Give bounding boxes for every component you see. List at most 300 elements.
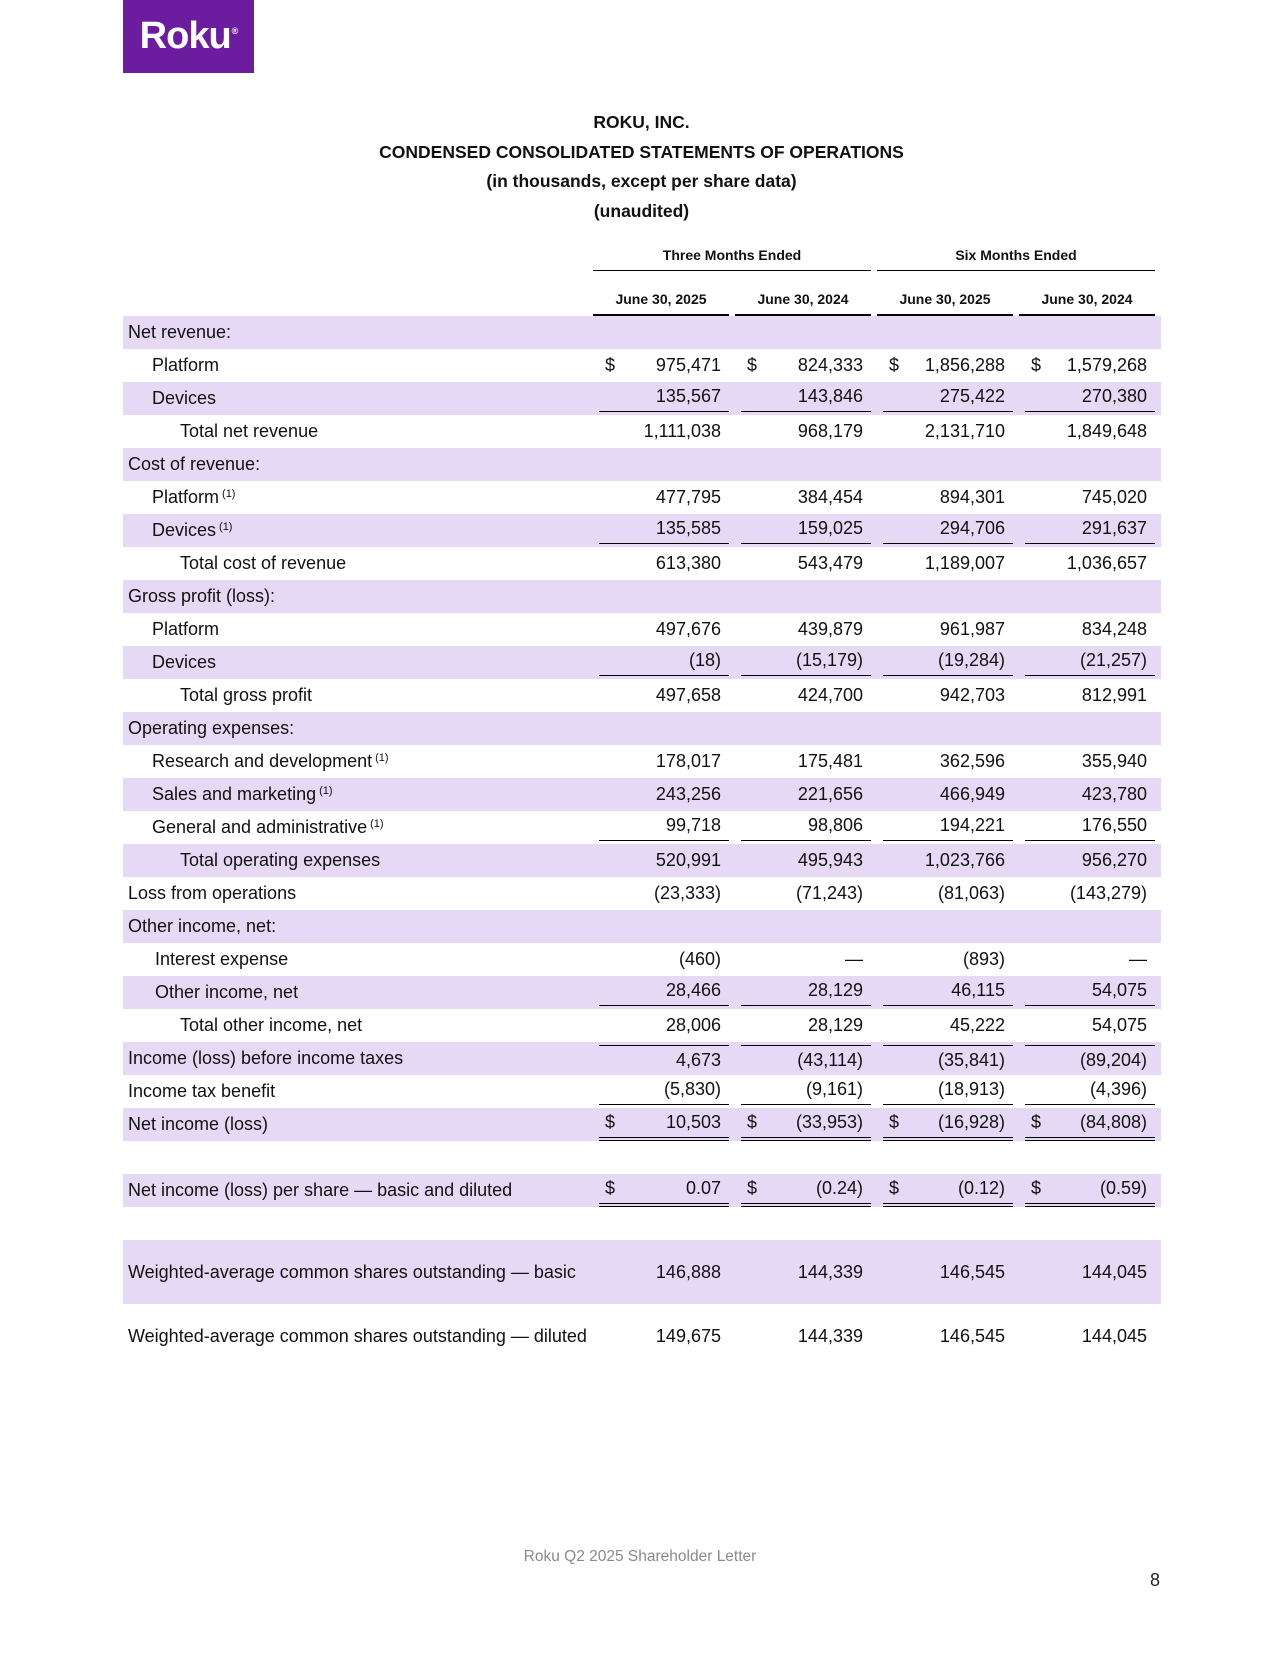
footnote-marker: (1) xyxy=(219,521,233,533)
cell-value: 495,943 xyxy=(797,850,863,870)
value-cell xyxy=(1019,514,1161,547)
cell-value: 1,036,657 xyxy=(1066,553,1147,573)
value-cell xyxy=(735,778,877,811)
cell-value: (0.12) xyxy=(957,1178,1005,1198)
row-label-cell xyxy=(123,679,593,712)
cell-value: (5,830) xyxy=(663,1079,721,1099)
value-cell xyxy=(593,448,735,481)
value-cell xyxy=(735,1174,877,1207)
value-cell xyxy=(1019,976,1161,1009)
cell-value: 834,248 xyxy=(1081,619,1147,639)
value-cell xyxy=(593,745,735,778)
cell-value: (15,179) xyxy=(795,650,863,670)
row-label-cell xyxy=(123,382,593,415)
value-cell xyxy=(877,1075,1019,1108)
cell-value: (143,279) xyxy=(1069,883,1147,903)
value-cell xyxy=(877,910,1019,943)
value-cell xyxy=(735,514,877,547)
statement-title: CONDENSED CONSOLIDATED STATEMENTS OF OPERATIONS xyxy=(379,141,904,162)
value-cell xyxy=(593,514,735,547)
statement-table xyxy=(123,316,1161,1368)
cell-value: 424,700 xyxy=(797,685,863,705)
cell-value: (23,333) xyxy=(653,883,721,903)
value-cell xyxy=(1019,547,1161,580)
row-label: Platform xyxy=(152,487,220,507)
value-cell xyxy=(593,415,735,448)
statement-audit-note: (unaudited) xyxy=(593,200,690,221)
table-row xyxy=(123,943,1161,976)
value-cell xyxy=(593,316,735,349)
value-cell xyxy=(735,448,877,481)
value-cell xyxy=(1019,316,1161,349)
value-cell xyxy=(877,514,1019,547)
value-cell xyxy=(877,1009,1019,1042)
value-cell xyxy=(877,1042,1019,1075)
value-cell xyxy=(1019,910,1161,943)
row-label: Weighted-average common shares outstanding — basic xyxy=(128,1261,576,1282)
cell-value: 28,129 xyxy=(807,1015,863,1035)
value-cell xyxy=(593,613,735,646)
cell-value: 613,380 xyxy=(655,553,721,573)
spacer-row xyxy=(123,1141,1161,1174)
table-row xyxy=(123,646,1161,679)
table-row xyxy=(123,910,1161,943)
statement-units: (in thousands, except per share data) xyxy=(486,171,797,191)
cell-value: (4,396) xyxy=(1089,1079,1147,1099)
cell-value: 28,129 xyxy=(807,980,863,1000)
value-cell xyxy=(735,1075,877,1108)
row-label-cell xyxy=(123,415,593,448)
row-label: Weighted-average common shares outstanding — diluted xyxy=(128,1325,587,1346)
value-cell xyxy=(877,580,1019,613)
table-row xyxy=(123,580,1161,613)
table-row xyxy=(123,1009,1161,1042)
value-cell xyxy=(593,844,735,877)
value-cell xyxy=(593,1174,735,1207)
cell-value: 894,301 xyxy=(939,487,1005,507)
currency-symbol: $ xyxy=(747,355,758,375)
value-cell xyxy=(1019,1042,1161,1075)
footer-text: Roku Q2 2025 Shareholder Letter xyxy=(523,1548,757,1565)
table-row xyxy=(123,382,1161,415)
row-label: Gross profit (loss): xyxy=(128,586,276,606)
value-cell xyxy=(877,448,1019,481)
cell-value: 520,991 xyxy=(655,850,721,870)
row-label-cell xyxy=(123,1075,593,1108)
table-row xyxy=(123,679,1161,712)
cell-value: 178,017 xyxy=(655,751,721,771)
value-cell xyxy=(735,481,877,514)
cell-value: 745,020 xyxy=(1081,487,1147,507)
value-cell xyxy=(593,778,735,811)
cell-value: (9,161) xyxy=(805,1079,863,1099)
table-row xyxy=(123,481,1161,514)
value-cell xyxy=(735,811,877,844)
value-cell xyxy=(735,316,877,349)
value-cell xyxy=(877,1304,1019,1368)
cell-value: 942,703 xyxy=(939,685,1005,705)
value-cell xyxy=(593,481,735,514)
value-cell xyxy=(735,613,877,646)
column-header: June 30, 2025 xyxy=(593,291,729,316)
value-cell xyxy=(593,1042,735,1075)
value-cell xyxy=(877,844,1019,877)
row-label: Operating expenses: xyxy=(128,718,295,738)
cell-value: 4,673 xyxy=(675,1050,721,1070)
cell-value: 175,481 xyxy=(797,751,863,771)
value-cell xyxy=(1019,382,1161,415)
cell-value: 143,846 xyxy=(797,386,863,406)
table-row xyxy=(123,415,1161,448)
value-cell xyxy=(593,976,735,1009)
value-cell xyxy=(593,1075,735,1108)
cell-value: 146,888 xyxy=(655,1261,721,1282)
currency-symbol: $ xyxy=(889,1112,900,1132)
value-cell xyxy=(877,679,1019,712)
cell-value: 294,706 xyxy=(939,518,1005,538)
cell-value: 243,256 xyxy=(655,784,721,804)
row-label: Devices xyxy=(152,388,217,408)
period-header-six-months: Six Months Ended xyxy=(877,247,1155,271)
value-cell xyxy=(593,1240,735,1304)
cell-value: 466,949 xyxy=(939,784,1005,804)
cell-value: (893) xyxy=(962,949,1005,969)
value-cell xyxy=(877,976,1019,1009)
cell-value: 1,856,288 xyxy=(924,355,1005,375)
cell-value: 1,579,268 xyxy=(1066,355,1147,375)
column-header: June 30, 2025 xyxy=(877,291,1013,316)
cell-value: 149,675 xyxy=(655,1325,721,1346)
row-label: General and administrative xyxy=(152,817,368,837)
value-cell xyxy=(593,547,735,580)
value-cell xyxy=(735,910,877,943)
row-label-cell xyxy=(123,448,593,481)
row-label: Loss from operations xyxy=(128,883,297,903)
currency-symbol: $ xyxy=(1031,1112,1042,1132)
value-cell xyxy=(1019,943,1161,976)
cell-value: (21,257) xyxy=(1079,650,1147,670)
row-label: Total gross profit xyxy=(180,685,313,705)
cell-value: 824,333 xyxy=(797,355,863,375)
value-cell xyxy=(1019,448,1161,481)
cell-value: — xyxy=(845,949,863,969)
value-cell xyxy=(1019,613,1161,646)
value-cell xyxy=(735,1240,877,1304)
cell-value: 270,380 xyxy=(1081,386,1147,406)
value-cell xyxy=(735,547,877,580)
cell-value: 355,940 xyxy=(1081,751,1147,771)
cell-value: 146,545 xyxy=(939,1261,1005,1282)
cell-value: 176,550 xyxy=(1081,815,1147,835)
row-label-cell xyxy=(123,712,593,745)
value-cell xyxy=(1019,679,1161,712)
value-cell xyxy=(1019,1075,1161,1108)
value-cell xyxy=(1019,1108,1161,1141)
cell-value: 961,987 xyxy=(939,619,1005,639)
cell-value: (35,841) xyxy=(937,1050,1005,1070)
value-cell xyxy=(735,877,877,910)
value-cell xyxy=(735,1108,877,1141)
value-cell xyxy=(593,1009,735,1042)
cell-value: 1,111,038 xyxy=(643,421,721,441)
table-row xyxy=(123,1042,1161,1075)
value-cell xyxy=(877,1174,1019,1207)
value-cell xyxy=(593,712,735,745)
value-cell xyxy=(1019,1304,1161,1368)
value-cell xyxy=(1019,1009,1161,1042)
value-cell xyxy=(593,877,735,910)
row-label: Interest expense xyxy=(155,949,289,969)
currency-symbol: $ xyxy=(1031,355,1042,375)
table-row xyxy=(123,1174,1161,1207)
table-row xyxy=(123,613,1161,646)
row-label-cell xyxy=(123,349,593,382)
cell-value: 497,658 xyxy=(655,685,721,705)
value-cell xyxy=(1019,481,1161,514)
value-cell xyxy=(735,943,877,976)
value-cell xyxy=(735,976,877,1009)
cell-value: (43,114) xyxy=(797,1050,863,1070)
row-label-cell xyxy=(123,547,593,580)
value-cell xyxy=(877,316,1019,349)
cell-value: 439,879 xyxy=(797,619,863,639)
cell-value: 1,023,766 xyxy=(924,850,1005,870)
row-label: Devices xyxy=(152,652,217,672)
cell-value: 221,656 xyxy=(797,784,863,804)
currency-symbol: $ xyxy=(889,355,900,375)
cell-value: (0.24) xyxy=(815,1178,863,1198)
value-cell xyxy=(735,1304,877,1368)
value-cell xyxy=(735,844,877,877)
page-number: 8 xyxy=(1149,1570,1160,1590)
cell-value: 135,567 xyxy=(655,386,721,406)
currency-symbol: $ xyxy=(889,1178,900,1198)
value-cell xyxy=(735,646,877,679)
cell-value: 98,806 xyxy=(807,815,863,835)
value-cell xyxy=(1019,1240,1161,1304)
row-label: Income (loss) before income taxes xyxy=(128,1048,404,1068)
table-row xyxy=(123,745,1161,778)
row-label-cell xyxy=(123,943,593,976)
row-label: Other income, net: xyxy=(128,916,277,936)
value-cell xyxy=(593,943,735,976)
footnote-marker: (1) xyxy=(222,488,236,500)
table-row xyxy=(123,712,1161,745)
cell-value: (16,928) xyxy=(937,1112,1005,1132)
cell-value: (84,808) xyxy=(1079,1112,1147,1132)
roku-logo xyxy=(123,0,254,73)
value-cell xyxy=(593,580,735,613)
row-label: Other income, net xyxy=(155,982,299,1002)
period-header-three-months: Three Months Ended xyxy=(593,247,871,271)
row-label-cell xyxy=(123,316,593,349)
row-label-cell xyxy=(123,1240,593,1304)
value-cell xyxy=(877,382,1019,415)
cell-value: 54,075 xyxy=(1091,980,1147,1000)
table-row xyxy=(123,1108,1161,1141)
value-cell xyxy=(877,547,1019,580)
cell-value: 543,479 xyxy=(797,553,863,573)
value-cell xyxy=(877,745,1019,778)
table-row xyxy=(123,1240,1161,1304)
row-label: Net revenue: xyxy=(128,322,232,342)
row-label-cell xyxy=(123,910,593,943)
row-label-cell xyxy=(123,613,593,646)
cell-value: 362,596 xyxy=(939,751,1005,771)
currency-symbol: $ xyxy=(747,1112,758,1132)
value-cell xyxy=(877,415,1019,448)
cell-value: (19,284) xyxy=(937,650,1005,670)
value-cell xyxy=(593,1108,735,1141)
value-cell xyxy=(735,415,877,448)
cell-value: 135,585 xyxy=(655,518,721,538)
footnote-marker: (1) xyxy=(319,785,333,797)
cell-value: 1,189,007 xyxy=(924,553,1005,573)
value-cell xyxy=(1019,844,1161,877)
value-cell xyxy=(1019,415,1161,448)
cell-value: 159,025 xyxy=(797,518,863,538)
row-label-cell xyxy=(123,1174,593,1207)
value-cell xyxy=(735,349,877,382)
company-name: ROKU, INC. xyxy=(593,112,690,132)
row-label: Total cost of revenue xyxy=(180,553,347,573)
table-row xyxy=(123,514,1161,547)
row-label: Devices xyxy=(152,520,217,540)
cell-value: 146,545 xyxy=(939,1325,1005,1346)
row-label-cell xyxy=(123,646,593,679)
value-cell xyxy=(735,1042,877,1075)
cell-value: 28,006 xyxy=(665,1015,721,1035)
spacer-row xyxy=(123,1207,1161,1240)
row-label-cell xyxy=(123,580,593,613)
row-label: Sales and marketing xyxy=(152,784,317,804)
cell-value: 0.07 xyxy=(685,1178,721,1198)
cell-value: — xyxy=(1129,949,1147,969)
cell-value: (18,913) xyxy=(937,1079,1005,1099)
value-cell xyxy=(593,646,735,679)
cell-value: 968,179 xyxy=(797,421,863,441)
cell-value: 28,466 xyxy=(665,980,721,1000)
value-cell xyxy=(877,877,1019,910)
value-cell xyxy=(735,1009,877,1042)
row-label-cell xyxy=(123,811,593,844)
value-cell xyxy=(735,712,877,745)
row-label-cell xyxy=(123,877,593,910)
cell-value: 291,637 xyxy=(1081,518,1147,538)
table-row xyxy=(123,976,1161,1009)
value-cell xyxy=(593,910,735,943)
value-cell xyxy=(877,1240,1019,1304)
table-row xyxy=(123,1304,1161,1368)
cell-value: 45,222 xyxy=(949,1015,1005,1035)
value-cell xyxy=(877,481,1019,514)
footnote-marker: (1) xyxy=(370,818,384,830)
value-cell xyxy=(1019,1174,1161,1207)
value-cell xyxy=(877,712,1019,745)
row-label-cell xyxy=(123,481,593,514)
cell-value: (89,204) xyxy=(1079,1050,1147,1070)
value-cell xyxy=(1019,580,1161,613)
currency-symbol: $ xyxy=(605,1178,616,1198)
cell-value: 46,115 xyxy=(951,980,1005,1000)
cell-value: 194,221 xyxy=(939,815,1005,835)
table-row xyxy=(123,844,1161,877)
table-row xyxy=(123,547,1161,580)
table-row xyxy=(123,778,1161,811)
row-label-cell xyxy=(123,1042,593,1075)
row-label-cell xyxy=(123,778,593,811)
cell-value: 144,045 xyxy=(1081,1325,1147,1346)
cell-value: (0.59) xyxy=(1099,1178,1147,1198)
row-label-cell xyxy=(123,1108,593,1141)
value-cell xyxy=(1019,877,1161,910)
value-cell xyxy=(1019,778,1161,811)
value-cell xyxy=(593,382,735,415)
table-row xyxy=(123,316,1161,349)
value-cell xyxy=(1019,349,1161,382)
cell-value: 812,991 xyxy=(1081,685,1147,705)
row-label: Platform xyxy=(152,619,220,639)
cell-value: 275,422 xyxy=(939,386,1005,406)
value-cell xyxy=(877,349,1019,382)
cell-value: (33,953) xyxy=(795,1112,863,1132)
cell-value: 497,676 xyxy=(655,619,721,639)
row-label-cell xyxy=(123,844,593,877)
row-label: Cost of revenue: xyxy=(128,454,261,474)
cell-value: (460) xyxy=(678,949,721,969)
cell-value: 144,339 xyxy=(797,1325,863,1346)
row-label: Total operating expenses xyxy=(180,850,381,870)
statement-heading xyxy=(123,108,1160,226)
row-label: Platform xyxy=(152,355,220,375)
table-row xyxy=(123,877,1161,910)
row-label-cell xyxy=(123,1009,593,1042)
roku-logo-wordmark: Roku® xyxy=(139,15,238,57)
row-label-cell xyxy=(123,745,593,778)
value-cell xyxy=(1019,646,1161,679)
currency-symbol: $ xyxy=(747,1178,758,1198)
row-label: Net income (loss) xyxy=(128,1114,269,1134)
cell-value: 956,270 xyxy=(1081,850,1147,870)
currency-symbol: $ xyxy=(605,355,616,375)
currency-symbol: $ xyxy=(605,1112,616,1132)
value-cell xyxy=(1019,811,1161,844)
cell-value: 423,780 xyxy=(1081,784,1147,804)
row-label: Total other income, net xyxy=(180,1015,363,1035)
cell-value: 2,131,710 xyxy=(924,421,1005,441)
currency-symbol: $ xyxy=(1031,1178,1042,1198)
value-cell xyxy=(735,745,877,778)
value-cell xyxy=(593,811,735,844)
row-label-cell xyxy=(123,976,593,1009)
cell-value: 54,075 xyxy=(1091,1015,1147,1035)
row-label: Research and development xyxy=(152,751,373,771)
table-row xyxy=(123,448,1161,481)
value-cell xyxy=(593,1304,735,1368)
value-cell xyxy=(735,580,877,613)
value-cell xyxy=(593,349,735,382)
row-label-cell xyxy=(123,514,593,547)
table-row xyxy=(123,1075,1161,1108)
table-row xyxy=(123,811,1161,844)
value-cell xyxy=(877,646,1019,679)
row-label: Total net revenue xyxy=(180,421,319,441)
value-cell xyxy=(735,679,877,712)
value-cell xyxy=(735,382,877,415)
value-cell xyxy=(877,811,1019,844)
value-cell xyxy=(593,679,735,712)
table-row xyxy=(123,349,1161,382)
